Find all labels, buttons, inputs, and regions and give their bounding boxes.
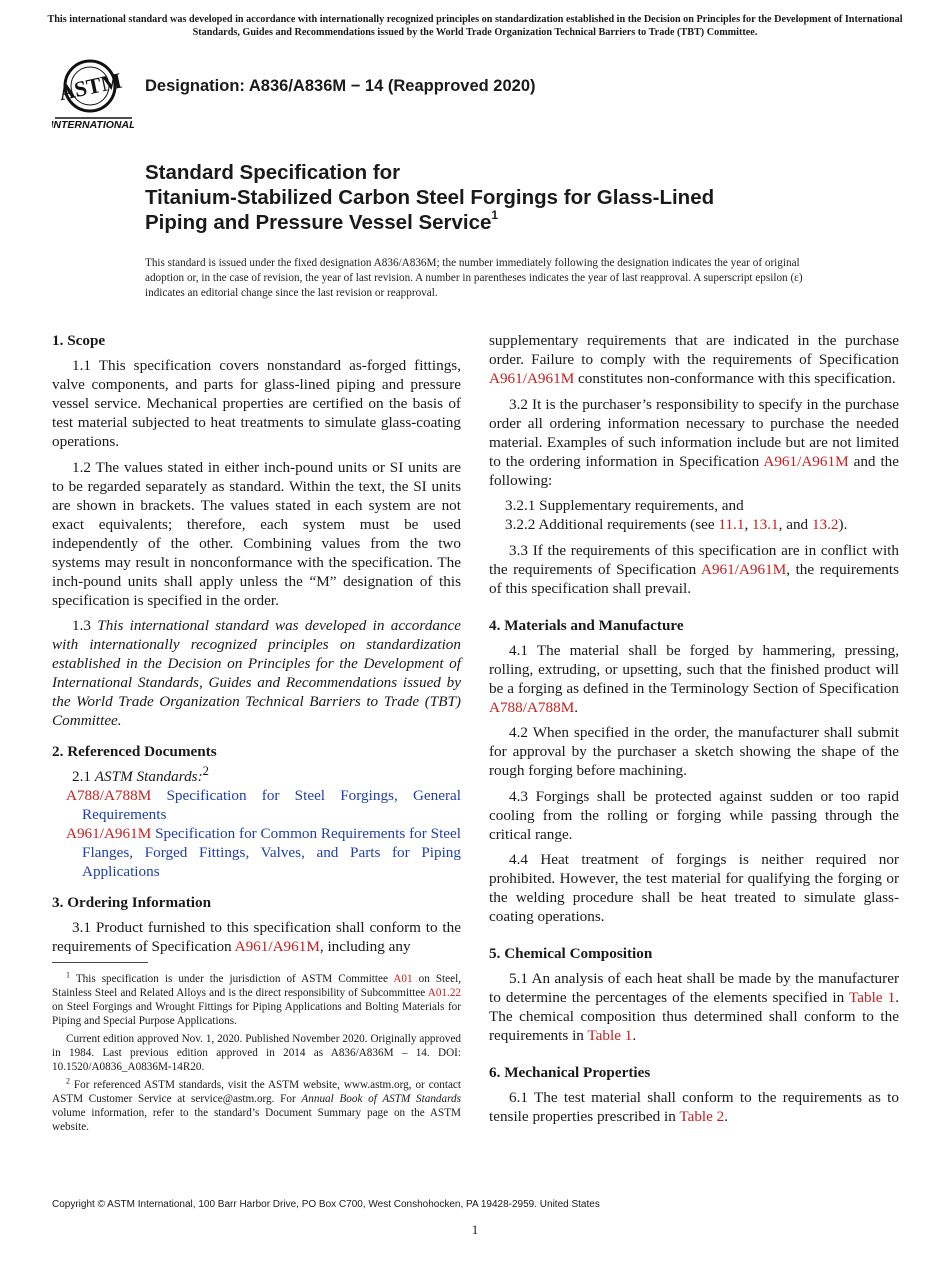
left-column: [52, 331, 461, 956]
paragraph-3-2-1: 3.2.1 Supplementary requirements, and: [505, 497, 744, 514]
ref-code-a961[interactable]: A961/A961M: [66, 825, 152, 842]
astm-logo: [52, 56, 134, 132]
tbt-notice: This international standard was developed in accordance with internationally recognized principles on standardization established in the Decision on Principles for the Development of International Standards, Guides and Recommendations issued by the World Trade Organization Technical Barriers to Trade (TBT) Committee.: [47, 14, 903, 38]
paragraph-6-1: 6.1 The test material shall conform to the requirements as to tensile properties prescribed in Table 2.: [489, 1089, 899, 1125]
section-2-heading: 2. Referenced Documents: [52, 743, 217, 760]
paragraph-3-2: 3.2 It is the purchaser’s responsibility to specify in the purchase order all ordering information necessary to purchase the needed material. Examples of such information include but are not limited to the ordering information in Specification A961/A961M and the following:: [489, 395, 900, 489]
svg-text:INTERNATIONAL: INTERNATIONAL: [52, 119, 134, 131]
title-line-3: Piping and Pressure Vessel Service$^1$: [145, 208, 499, 234]
section-3-heading: 3. Ordering Information: [52, 894, 212, 911]
designation: Designation: A836/A836M − 14 (Reapproved 2020): [145, 77, 536, 95]
section-4-heading: 4. Materials and Manufacture: [489, 616, 684, 634]
right-column: [489, 331, 899, 1133]
section-1-heading: 1. Scope: [52, 332, 106, 349]
link-13-2[interactable]: 13.2: [811, 516, 839, 533]
section-5-heading: 5. Chemical Composition: [489, 945, 653, 962]
link-a961-3[interactable]: A961/A961M: [763, 452, 849, 470]
ref-title-a788[interactable]: Specification for Steel Forgings, General Requirements: [82, 787, 462, 823]
footnote-rule: [52, 962, 148, 963]
paragraph-3-1-start: 3.1 Product furnished to this specification shall conform to the requirements of Specification A961/A961M, including any: [52, 919, 461, 955]
paragraph-1-2: 1.2 The values stated in either inch-pound units or SI units are to be regarded separately as standard. Within the text, the SI units are shown in brackets. The values stated in each system are not exact equivalents; therefore, each system must be used independently of the other. Combining values from the two systems may result in nonconformance with the specification. The inch-pound units shall apply unless the “M” designation of this specification is specified in the order.: [52, 458, 461, 609]
paragraph-4-3: 4.3 Forgings shall be protected against sudden or too rapid cooling from the rolling or forging while passing through the critical range.: [489, 787, 899, 843]
section-6-heading: 6. Mechanical Properties: [489, 1064, 651, 1081]
copyright: Copyright © ASTM International, 100 Barr Harbor Drive, PO Box C700, West Conshohocken, PA 19428-2959. United States: [52, 1199, 600, 1210]
paragraph-2-1: 2.1 ASTM Standards:$^2$: [72, 763, 209, 785]
link-table-1-b[interactable]: Table 1: [587, 1027, 633, 1044]
reference-a961[interactable]: [52, 824, 461, 881]
link-table-1[interactable]: Table 1: [849, 989, 896, 1006]
ref-code-a788[interactable]: A788/A788M: [66, 787, 152, 804]
document-title: [145, 160, 865, 235]
paragraph-3-1-cont: supplementary requirements that are indicated in the purchase order. Failure to comply with the requirements of Specification A961/A961M constitutes non-conformance with this specification.: [489, 332, 899, 387]
title-line-1: Standard Specification for: [145, 161, 401, 184]
footnote-1: $^1$ This specification is under the jurisdiction of ASTM Committee A01 on Steel, Stainless Steel and Related Alloys and is the direct responsibility of Subcommittee A01.22 on Steel Forgings and Wrought Fittings for Piping Applications and Bolting Materials for Piping and Special Purpose Applications.: [52, 970, 462, 1027]
title-line-2: Titanium-Stabilized Carbon Steel Forgings for Glass-Lined: [145, 186, 715, 209]
reference-a788[interactable]: [52, 786, 461, 824]
paragraph-3-3: 3.3 If the requirements of this specification are in conflict with the requirements of Specification A961/A961M, the requirements of this specification shall prevail.: [489, 541, 899, 597]
link-a788[interactable]: A788/A788M: [489, 698, 575, 716]
paragraph-4-2: 4.2 When specified in the order, the manufacturer shall submit for approval by the purchaser a sketch showing the shape of the rough forging before machining.: [489, 724, 899, 779]
title-footnote-mark: 1: [491, 208, 499, 223]
link-table-2[interactable]: Table 2: [679, 1108, 725, 1125]
svg-text:ASTM: ASTM: [56, 67, 124, 106]
paragraph-1-1: 1.1 This specification covers nonstandard as-forged fittings, valve components, and parts for glass-lined piping and pressure vessel service. Mechanical properties are certified on the basis of test material subjected to heat treatments to simulate glass-coating operations.: [52, 357, 461, 450]
link-a961-1[interactable]: A961/A961M: [234, 938, 320, 955]
link-13-1[interactable]: 13.1: [752, 516, 779, 533]
ref-title-a961[interactable]: Specification for Common Requirements for Steel Flanges, Forged Fittings, Valves, and Parts for Piping Applications: [82, 825, 461, 880]
footnote-2: $^2$ For referenced ASTM standards, visit the ASTM website, www.astm.org, or contact ASTM Customer Service at service@astm.org. For Annual Book of ASTM Standards volume information, refer to the standard’s Document Summary page on the ASTM website.: [52, 1076, 461, 1133]
link-a01-22[interactable]: A01.22: [427, 987, 462, 999]
paragraph-5-1: 5.1 An analysis of each heat shall be made by the manufacturer to determine the percentages of the elements specified in Table 1. The chemical composition thus determined shall conform to the requirements in Table 1.: [489, 970, 899, 1044]
link-a961-4[interactable]: A961/A961M: [701, 560, 787, 578]
paragraph-3-2-2: 3.2.2 Additional requirements (see 11.1, 13.1, and 13.2).: [505, 516, 848, 533]
link-11-1[interactable]: 11.1: [718, 516, 745, 533]
link-a961-2[interactable]: A961/A961M: [489, 370, 575, 387]
issued-note: This standard is issued under the fixed designation A836/A836M; the number immediately following the designation indicates the year of original adoption or, in the case of revision, the year of last revision. A number in parentheses indicates the year of last reapproval. A superscript epsilon (ε) indicates an editorial change since the last revision or reapproval.: [145, 257, 803, 299]
paragraph-1-3: 1.3 This international standard was developed in accordance with internationally recognized principles on standardization established in the Decision on Principles for the Development of International Standards, Guides and Recommendations issued by the World Trade Organization Technical Barriers to Trade (TBT) Committee.: [52, 617, 462, 729]
footnote-1-edition: Current edition approved Nov. 1, 2020. Published November 2020. Originally approved in 1984. Last previous edition approved in 2014 as A836/A836M – 14. DOI: 10.1520/A0836_A0836M-14R20.: [52, 1033, 461, 1073]
paragraph-4-1: 4.1 The material shall be forged by hammering, pressing, rolling, extruding, or upsetting, such that the finished product will be a forging as defined in the Terminology Section of Specification A788/A788M.: [489, 641, 899, 716]
footnotes: [52, 972, 461, 1138]
paragraph-4-4: 4.4 Heat treatment of forgings is neither required nor prohibited. However, the test material for qualifying the forging or the welding procedure shall be heat treated to simulate glass-coating operations.: [489, 851, 899, 925]
page-number: 1: [471, 1222, 479, 1237]
link-a01[interactable]: A01: [393, 973, 413, 985]
